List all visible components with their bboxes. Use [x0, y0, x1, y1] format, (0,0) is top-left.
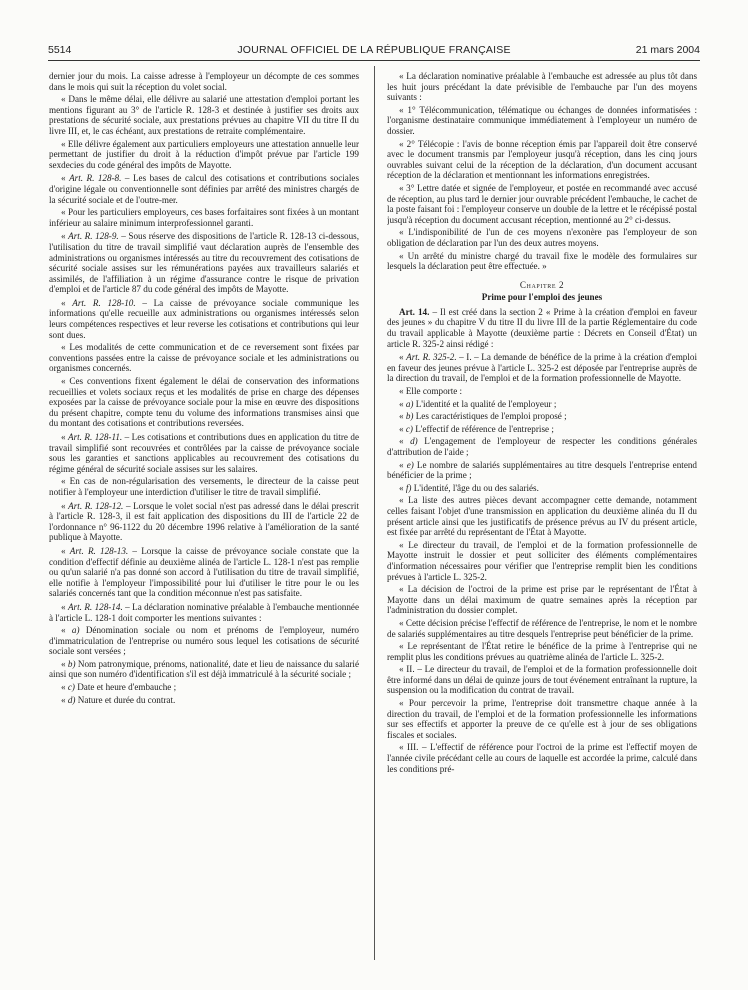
- list-item: « b) Nom patronymique, prénoms, nationalité, date et lieu de naissance du salarié ainsi que son numéro d'identification s'il est déjà immatriculé à la sécurité sociale ;: [49, 658, 359, 680]
- paragraph: « Dans le même délai, elle délivre au salarié une attestation d'emploi portant les mentions figurant au 3° de l'article R. 128-3 et destinée à justifier ses droits aux prestations de sécurité sociale, aux prestations prévues au chapitre VII du titre II du livre III, et, le cas échéant, aux prestations de retraite complémentaire.: [49, 94, 359, 136]
- chapter-heading: Chapitre 2: [519, 279, 565, 290]
- page-number: 5514: [48, 44, 72, 56]
- article-paragraph: Art. 14. – Il est créé dans la section 2 « Prime à la création d'emploi en faveur des jeunes » du chapitre V du titre II du livre III de la partie Réglementaire du code du travail applicable à Mayotte (deuxième partie : Décrets en Conseil d'État) un article R. 325-2 ainsi rédigé :: [387, 306, 697, 349]
- journal-title: JOURNAL OFFICIEL DE LA RÉPUBLIQUE FRANÇAISE: [237, 44, 511, 56]
- list-item: « d) Nature et durée du contrat.: [61, 694, 176, 705]
- paragraph: « En cas de non-régularisation des versements, le directeur de la caisse peut notifier à l'employeur une interdiction d'utiliser le titre de travail simplifié.: [49, 476, 359, 497]
- paragraph: « Pour percevoir la prime, l'entreprise doit transmettre chaque année à la direction du travail, de l'emploi et de la formation professionnelle les informations sur ses effectifs et apporter la preuve de ce qu'elle est à jour de ses obligations fiscales et sociales.: [387, 698, 697, 740]
- paragraph: « III. – L'effectif de référence pour l'octroi de la prime est l'effectif moyen de l'année civile précédant celle au cours de laquelle est accordée la prime, calculé dans les conditions pré-: [387, 742, 697, 774]
- paragraph: « La liste des autres pièces devant accompagner cette demande, notamment celles faisant l'objet d'une transmission en application du deuxième alinéa du II du présent article ainsi que les justificatifs de présence prévus au IV du présent article, est fixée par arrêté du représentant de l'État à Mayotte.: [387, 495, 697, 538]
- paragraph: « Elle comporte :: [399, 386, 463, 397]
- paragraph: « Elle délivre également aux particuliers employeurs une attestation annuelle leur permettant de justifier du droit à la réduction d'impôt prévue par l'article 199 sexdecies du code général des impôts de Mayotte.: [49, 138, 359, 170]
- section-heading: Prime pour l'emploi des jeunes: [481, 292, 603, 303]
- left-column: [49, 71, 359, 960]
- page-header: [48, 44, 700, 58]
- paragraph: « Les modalités de cette communication et de ce reversement sont fixées par conventions passées entre la caisse de prévoyance sociale et les administrations ou organismes concernés.: [49, 342, 359, 374]
- paragraph: « II. – Le directeur du travail, de l'emploi et de la formation professionnelle doit être informé dans un délai de quinze jours de tout événement entraînant la rupture, la suspension ou la modification du contrat de travail.: [387, 664, 697, 696]
- paragraph: « L'indisponibilité de l'un de ces moyens n'exonère pas l'employeur de son obligation de déclaration par l'un des deux autres moyens.: [387, 227, 697, 248]
- paragraph: « La déclaration nominative préalable à l'embauche est adressée au plus tôt dans les huit jours précédant la date prévisible de l'embauche par l'un des moyens suivants :: [387, 71, 697, 103]
- paragraph: « 1° Télécommunication, télématique ou échanges de données informatisées : l'organisme destinataire communique immédiatement à l'employeur un numéro de dossier.: [387, 104, 697, 136]
- paragraph: « 2° Télécopie : l'avis de bonne réception émis par l'appareil doit être conservé avec le document transmis par l'employeur jusqu'à réception, dans les cinq jours ouvrables suivant celui de la réception de la déclaration, d'un document accusant réception de la déclaration et mentionnant les informations enregistrées.: [387, 138, 697, 181]
- paragraph: « Un arrêté du ministre chargé du travail fixe le modèle des formulaires sur lesquels la déclaration peut être effectuée. »: [387, 250, 697, 272]
- article-paragraph: « Art. R. 128-10. – La caisse de prévoyance sociale communique les informations qu'elle recueille aux administrations ou organismes intéressés selon leurs compétences respectives et leur reverse les cotisations et contributions qui leur sont dues.: [49, 297, 359, 340]
- list-item: « f) L'identité, l'âge du ou des salariés.: [399, 482, 539, 493]
- list-item: « a) L'identité et la qualité de l'employeur ;: [399, 398, 557, 409]
- list-item: « d) L'engagement de l'employeur de respecter les conditions générales d'attribution de l'aide ;: [387, 436, 697, 457]
- paragraph: « Ces conventions fixent également le délai de conservation des informations recueillies et volets sociaux reçus et les modalités de prise en charge des dépenses exposées par la caisse de prévoyance sociale pour la mise en œuvre des dispositions du présent chapitre, compte tenu du volume des informations transmises ainsi que du montant des cotisations et contributions reversées.: [49, 376, 359, 429]
- list-item: « a) Dénomination sociale ou nom et prénoms de l'employeur, numéro d'immatriculation de l'entreprise ou numéro sous lequel les cotisations de sécurité sociale sont versées ;: [49, 625, 359, 657]
- issue-date: 21 mars 2004: [635, 44, 700, 56]
- paragraph: « Le représentant de l'État retire le bénéfice de la prime à l'entreprise qui ne remplit plus les conditions prévues au quatrième alinéa de l'article L. 325-2.: [387, 641, 697, 662]
- column-divider: [374, 66, 375, 960]
- article-paragraph: « Art. R. 128-13. – Lorsque la caisse de prévoyance sociale constate que la condition d'effectif définie au deuxième alinéa de l'article L. 128-1 n'est pas remplie ou qu'un salarié n'a pas donné son accord à l'utilisation du titre de travail simplifié, elle notifie à l'employeur l'impossibilité pour lui d'utiliser le titre pour le ou les salariés concernés tant que la condition méconnue n'est pas satisfaite.: [49, 545, 359, 599]
- right-column: [387, 71, 697, 960]
- article-paragraph: « Art. R. 128-9. – Sous réserve des dispositions de l'article R. 128-13 ci-dessous, l'utilisation du titre de travail simplifié vaut déclaration auprès de l'ensemble des administrations ou organismes intéressés au titre du recouvrement des cotisations de sécurité sociale assises sur les rémunérations payées aux travailleurs salariés et assimilés, de l'affiliation à un régime d'assurance contre le risque de privation d'emploi et de l'article 87 du code général des impôts de Mayotte.: [49, 231, 359, 295]
- header-rule: [48, 60, 700, 61]
- article-paragraph: « Art. R. 325-2. – I. – La demande de bénéfice de la prime à la création d'emploi en faveur des jeunes prévue à l'article L. 325-2 est déposée par l'entreprise auprès de la direction du travail, de l'emploi et de la formation professionnelle de Mayotte.: [387, 352, 697, 384]
- paragraph: « 3° Lettre datée et signée de l'employeur, et postée en recommandé avec accusé de réception, au plus tard le dernier jour ouvrable précédent l'embauche, le cachet de la poste faisant foi : l'employeur conserve un double de la lettre et le récépissé postal jusqu'à réception du document accusant réception, mentionné au 2° ci-dessus.: [387, 182, 697, 225]
- paragraph: « Pour les particuliers employeurs, ces bases forfaitaires sont fixées à un montant inférieur au salaire minimum interprofessionnel garanti.: [49, 207, 359, 228]
- list-item: « c) Date et heure d'embauche ;: [61, 682, 177, 693]
- list-item: « b) Les caractéristiques de l'emploi proposé ;: [399, 411, 567, 422]
- list-item: « e) Le nombre de salariés supplémentaires au titre desquels l'entreprise entend bénéficier de la prime ;: [387, 459, 697, 481]
- article-paragraph: « Art. R. 128-11. – Les cotisations et contributions dues en application du titre de travail simplifié sont recouvrées et contrôlées par la caisse de prévoyance sociale sous les garanties et sanctions applicables au recouvrement des cotisations du régime général de sécurité sociale assises sur les salaires.: [49, 432, 359, 474]
- article-paragraph: « Art. R. 128-8. – Les bases de calcul des cotisations et contributions sociales d'origine légale ou conventionnelle sont définies par arrêté des ministres chargés de la sécurité sociale et de l'outre-mer.: [49, 173, 359, 205]
- paragraph: « Cette décision précise l'effectif de référence de l'entreprise, le nom et le nombre de salariés supplémentaires au titre desquels l'entreprise peut bénéficier de la prime.: [387, 617, 697, 639]
- paragraph: dernier jour du mois. La caisse adresse à l'employeur un décompte de ces sommes dans le mois qui suit la réception du volet social.: [49, 71, 359, 92]
- article-paragraph: « Art. R. 128-14. – La déclaration nominative préalable à l'embauche mentionnée à l'article L. 128-1 doit comporter les mentions suivantes :: [49, 601, 359, 623]
- paragraph: « La décision de l'octroi de la prime est prise par le représentant de l'État à Mayotte dans un délai maximum de quatre semaines après la réception par l'administration du dossier complet.: [387, 584, 697, 616]
- list-item: « c) L'effectif de référence de l'entreprise ;: [399, 423, 554, 434]
- article-paragraph: « Art. R. 128-12. – Lorsque le volet social n'est pas adressé dans le délai prescrit à l'article R. 128-3, il est fait application des dispositions du III de l'article 22 de l'ordonnance n° 96-1122 du 20 décembre 1996 relative à l'amélioration de la santé publique à Mayotte.: [49, 500, 359, 543]
- paragraph: « Le directeur du travail, de l'emploi et de la formation professionnelle de Mayotte instruit le dossier et peut solliciter des éléments complémentaires d'information nécessaires pour vérifier que l'entreprise remplit bien les conditions prévues à l'article L. 325-2.: [387, 539, 697, 582]
